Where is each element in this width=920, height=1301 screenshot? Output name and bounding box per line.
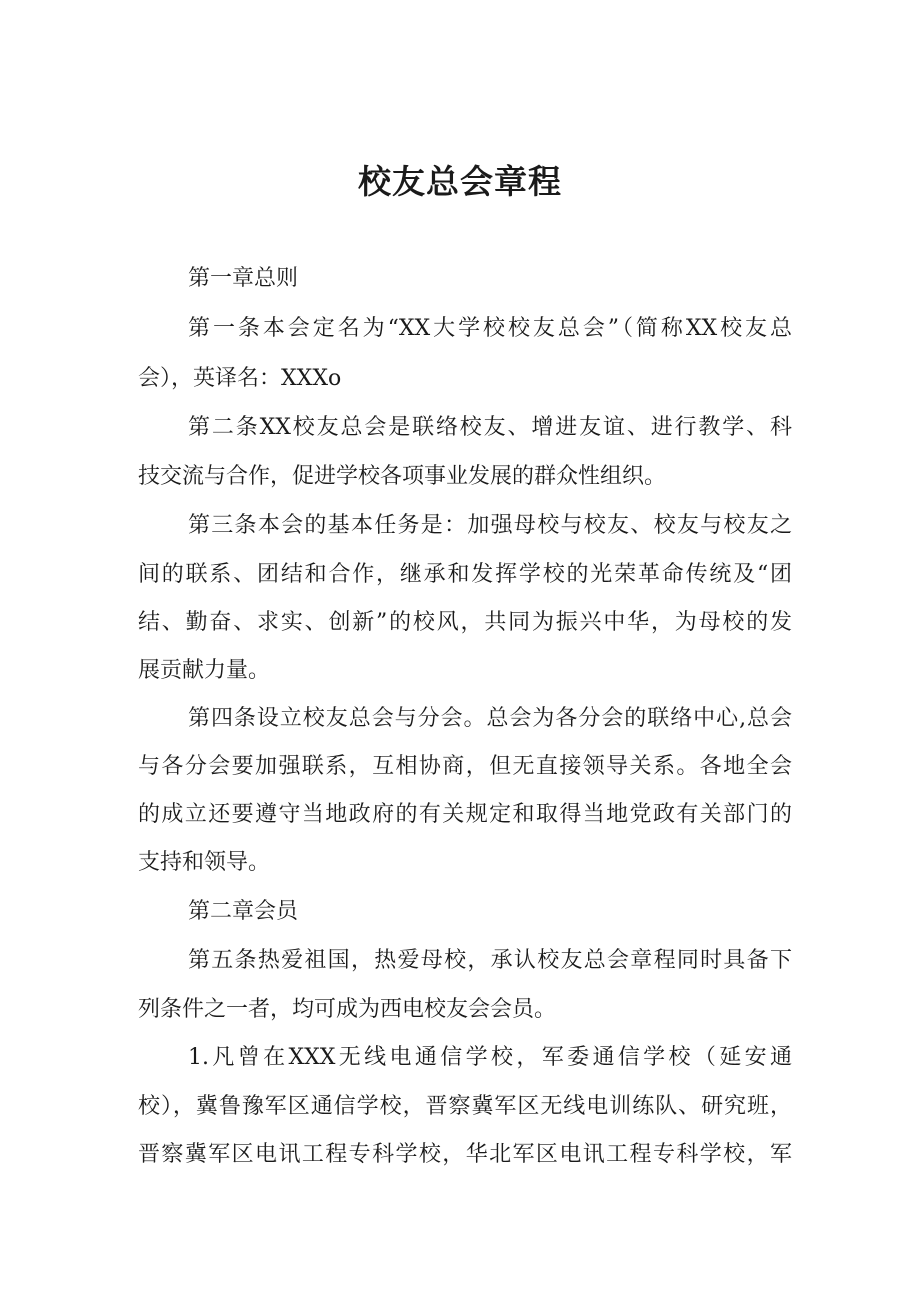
chapter-heading-1: 第一章总则 (188, 266, 299, 291)
paragraph-line: 支持和领导。 (138, 850, 271, 875)
paragraph-line: 晋察冀军区电讯工程专科学校，华北军区电讯工程专科学校，军 (138, 1142, 792, 1167)
paragraph-line: 展贡献力量。 (138, 658, 271, 683)
paragraph-line: 第一条本会定名为“XX大学校校友总会”（简称XX校友总 (188, 316, 792, 341)
paragraph-line: 校），冀鲁豫军区通信学校，晋察冀军区无线电训练队、研究班， (138, 1094, 792, 1119)
paragraph-line: 间的联系、团结和合作，继承和发挥学校的光荣革命传统及“团 (138, 562, 792, 587)
paragraph-line: 1.凡曾在XXX无线电通信学校，军委通信学校（延安通 (188, 1045, 792, 1070)
paragraph-line: 与各分会要加强联系，互相协商，但无直接领导关系。各地全会 (138, 754, 792, 779)
paragraph-line: 技交流与合作，促进学校各项事业发展的群众性组织。 (138, 464, 667, 489)
paragraph-line: 第二条XX校友总会是联络校友、增进友谊、进行教学、科 (188, 415, 792, 440)
paragraph-line: 的成立还要遵守当地政府的有关规定和取得当地党政有关部门的 (138, 802, 792, 827)
paragraph-line: 结、勤奋、求实、创新”的校风，共同为振兴中华，为母校的发 (138, 610, 792, 635)
paragraph-line: 第三条本会的基本任务是：加强母校与校友、校友与校友之 (188, 513, 792, 538)
chapter-heading-2: 第二章会员 (188, 899, 299, 924)
paragraph-line: 第五条热爱祖国，热爱母校，承认校友总会章程同时具备下 (188, 948, 792, 973)
paragraph-line: 第四条设立校友总会与分会。总会为各分会的联络中心,总会 (188, 706, 792, 731)
paragraph-line: 列条件之一者，均可成为西电校友会会员。 (138, 997, 557, 1022)
paragraph-line: 会），英译名：XXXo (138, 366, 342, 391)
document-title: 校友总会章程 (358, 162, 562, 201)
